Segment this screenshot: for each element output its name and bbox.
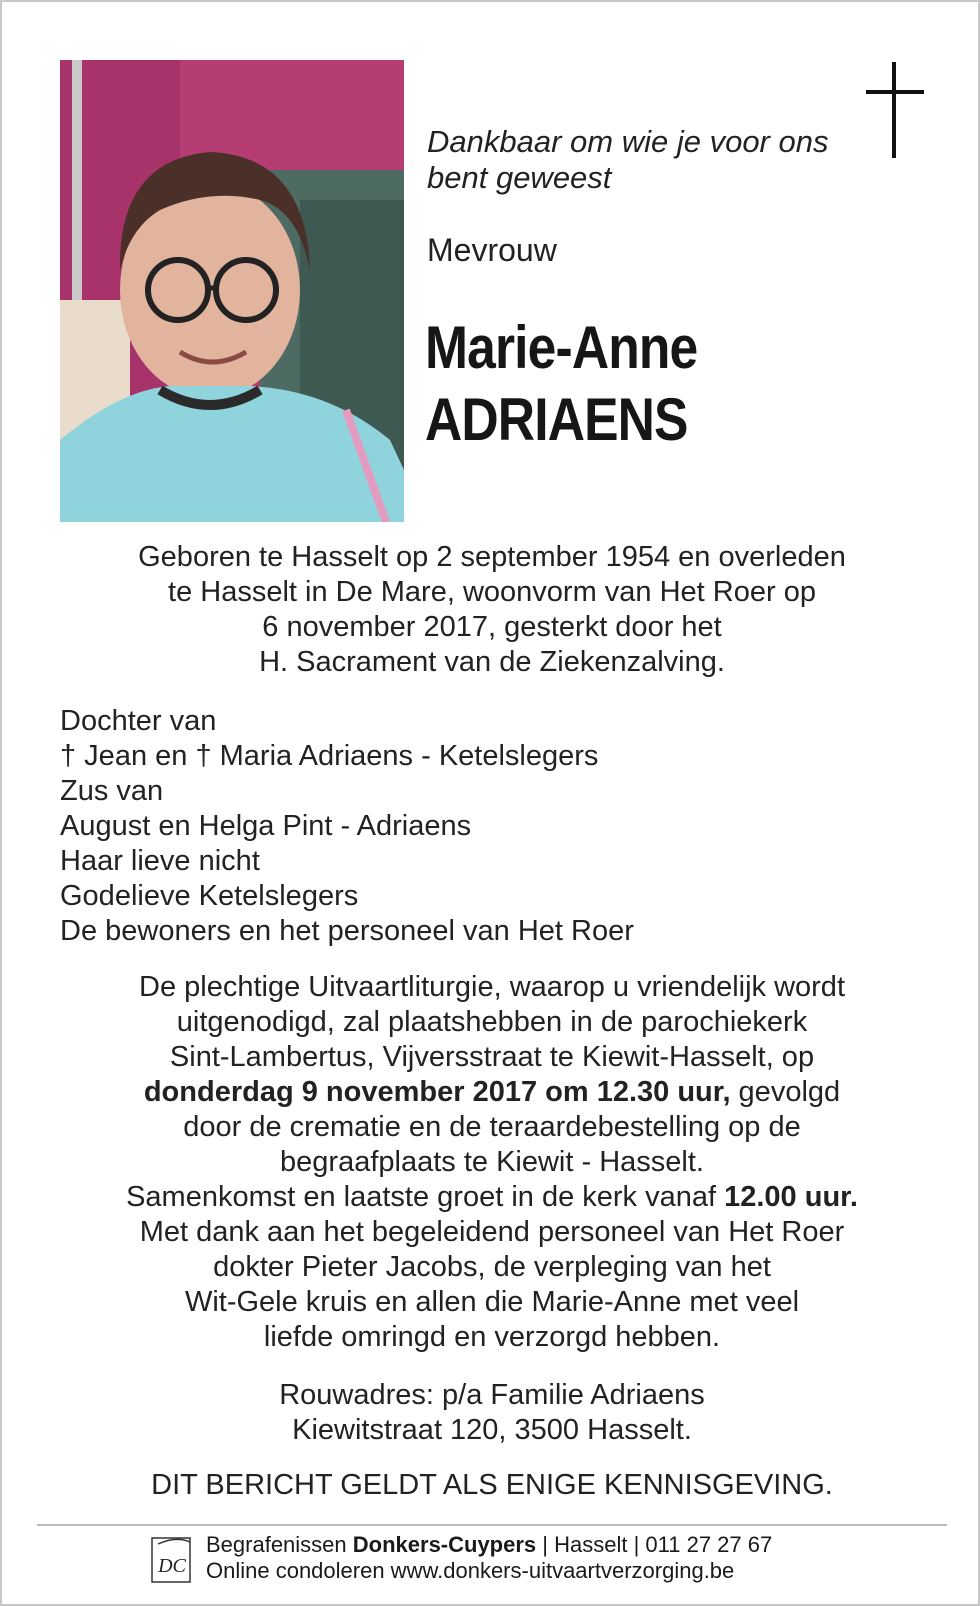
deceased-name (425, 312, 697, 456)
family-list (60, 704, 924, 949)
funeral-home-info (206, 1532, 772, 1584)
text-line: begraafplaats te Kiewit - Hasselt. (280, 1146, 704, 1178)
mourning-address (60, 1378, 924, 1448)
text-line: Met dank aan het begeleidend personeel van Het Roer (139, 1216, 845, 1248)
birth-death-text (60, 540, 924, 680)
text-line (60, 1075, 924, 1110)
text-line: dokter Pieter Jacobs, de verpleging van het (213, 1251, 771, 1283)
text-fragment: Samenkomst en laatste groet in de kerk vanaf (126, 1181, 725, 1213)
text-line (60, 1180, 924, 1215)
text-line: Geboren te Hasselt op 2 september 1954 en overleden (138, 541, 846, 573)
company-name: Donkers-Cuypers (352, 1532, 537, 1557)
text-line: De plechtige Uitvaartliturgie, waarop u vriendelijk wordt (139, 971, 845, 1003)
text-fragment: | Hasselt | 011 27 27 67 (536, 1532, 773, 1557)
family-line: Godelieve Ketelslegers (60, 880, 359, 912)
portrait-image (60, 60, 404, 522)
text-line: Wit-Gele kruis en allen die Marie-Anne met veel (184, 1286, 800, 1318)
footer-line (206, 1532, 772, 1558)
text-line: H. Sacrament van de Ziekenzalving. (259, 646, 725, 678)
text-line: Sint-Lambertus, Vijversstraat te Kiewit-Hasselt, op (169, 1041, 815, 1073)
text-line: uitgenodigd, zal plaatshebben in de parochiekerk (176, 1006, 808, 1038)
text-fragment: gevolgd (730, 1076, 841, 1108)
family-line: Haar lieve nicht (60, 845, 260, 877)
footer-divider (37, 1524, 947, 1526)
text-line: Rouwadres: p/a Familie Adriaens (279, 1379, 705, 1411)
honorific: Mevrouw (427, 232, 557, 268)
text-line: liefde omringd en verzorgd hebben. (263, 1321, 721, 1353)
last-name: ADRIAENS (425, 386, 688, 453)
text-line: te Hasselt in De Mare, woonvorm van Het Roer op (168, 576, 816, 608)
family-line: De bewoners en het personeel van Het Roer (60, 915, 634, 947)
family-line: Zus van (60, 775, 164, 807)
text-line: 6 november 2017, gesterkt door het (262, 611, 722, 643)
text-fragment: Begrafenissen (206, 1532, 353, 1557)
portrait-photo (60, 60, 404, 522)
text-line: door de crematie en de teraardebestelling op de (183, 1111, 801, 1143)
ceremony-datetime: donderdag 9 november 2017 om 12.30 uur, (143, 1076, 731, 1108)
family-line: Dochter van (60, 705, 217, 737)
family-line: August en Helga Pint - Adriaens (60, 810, 472, 842)
motto-line: Dankbaar om wie je voor ons (427, 124, 829, 159)
motto-line: bent geweest (427, 160, 612, 195)
first-name: Marie-Anne (425, 314, 698, 381)
text-line: Kiewitstraat 120, 3500 Hasselt. (292, 1414, 692, 1446)
logo-letters: DC (158, 1555, 186, 1577)
family-line: † Jean en † Maria Adriaens - Ketelslegers (60, 740, 599, 772)
notice-text: DIT BERICHT GELDT ALS ENIGE KENNISGEVING. (151, 1469, 833, 1501)
motto (427, 124, 847, 196)
funeral-home-logo (150, 1534, 194, 1586)
gathering-time: 12.00 uur. (724, 1181, 858, 1213)
footer-website-line[interactable]: Online condoleren www.donkers-uitvaartverzorging.be (206, 1558, 735, 1583)
ceremony-text (60, 970, 924, 1355)
cross-icon (866, 62, 924, 158)
